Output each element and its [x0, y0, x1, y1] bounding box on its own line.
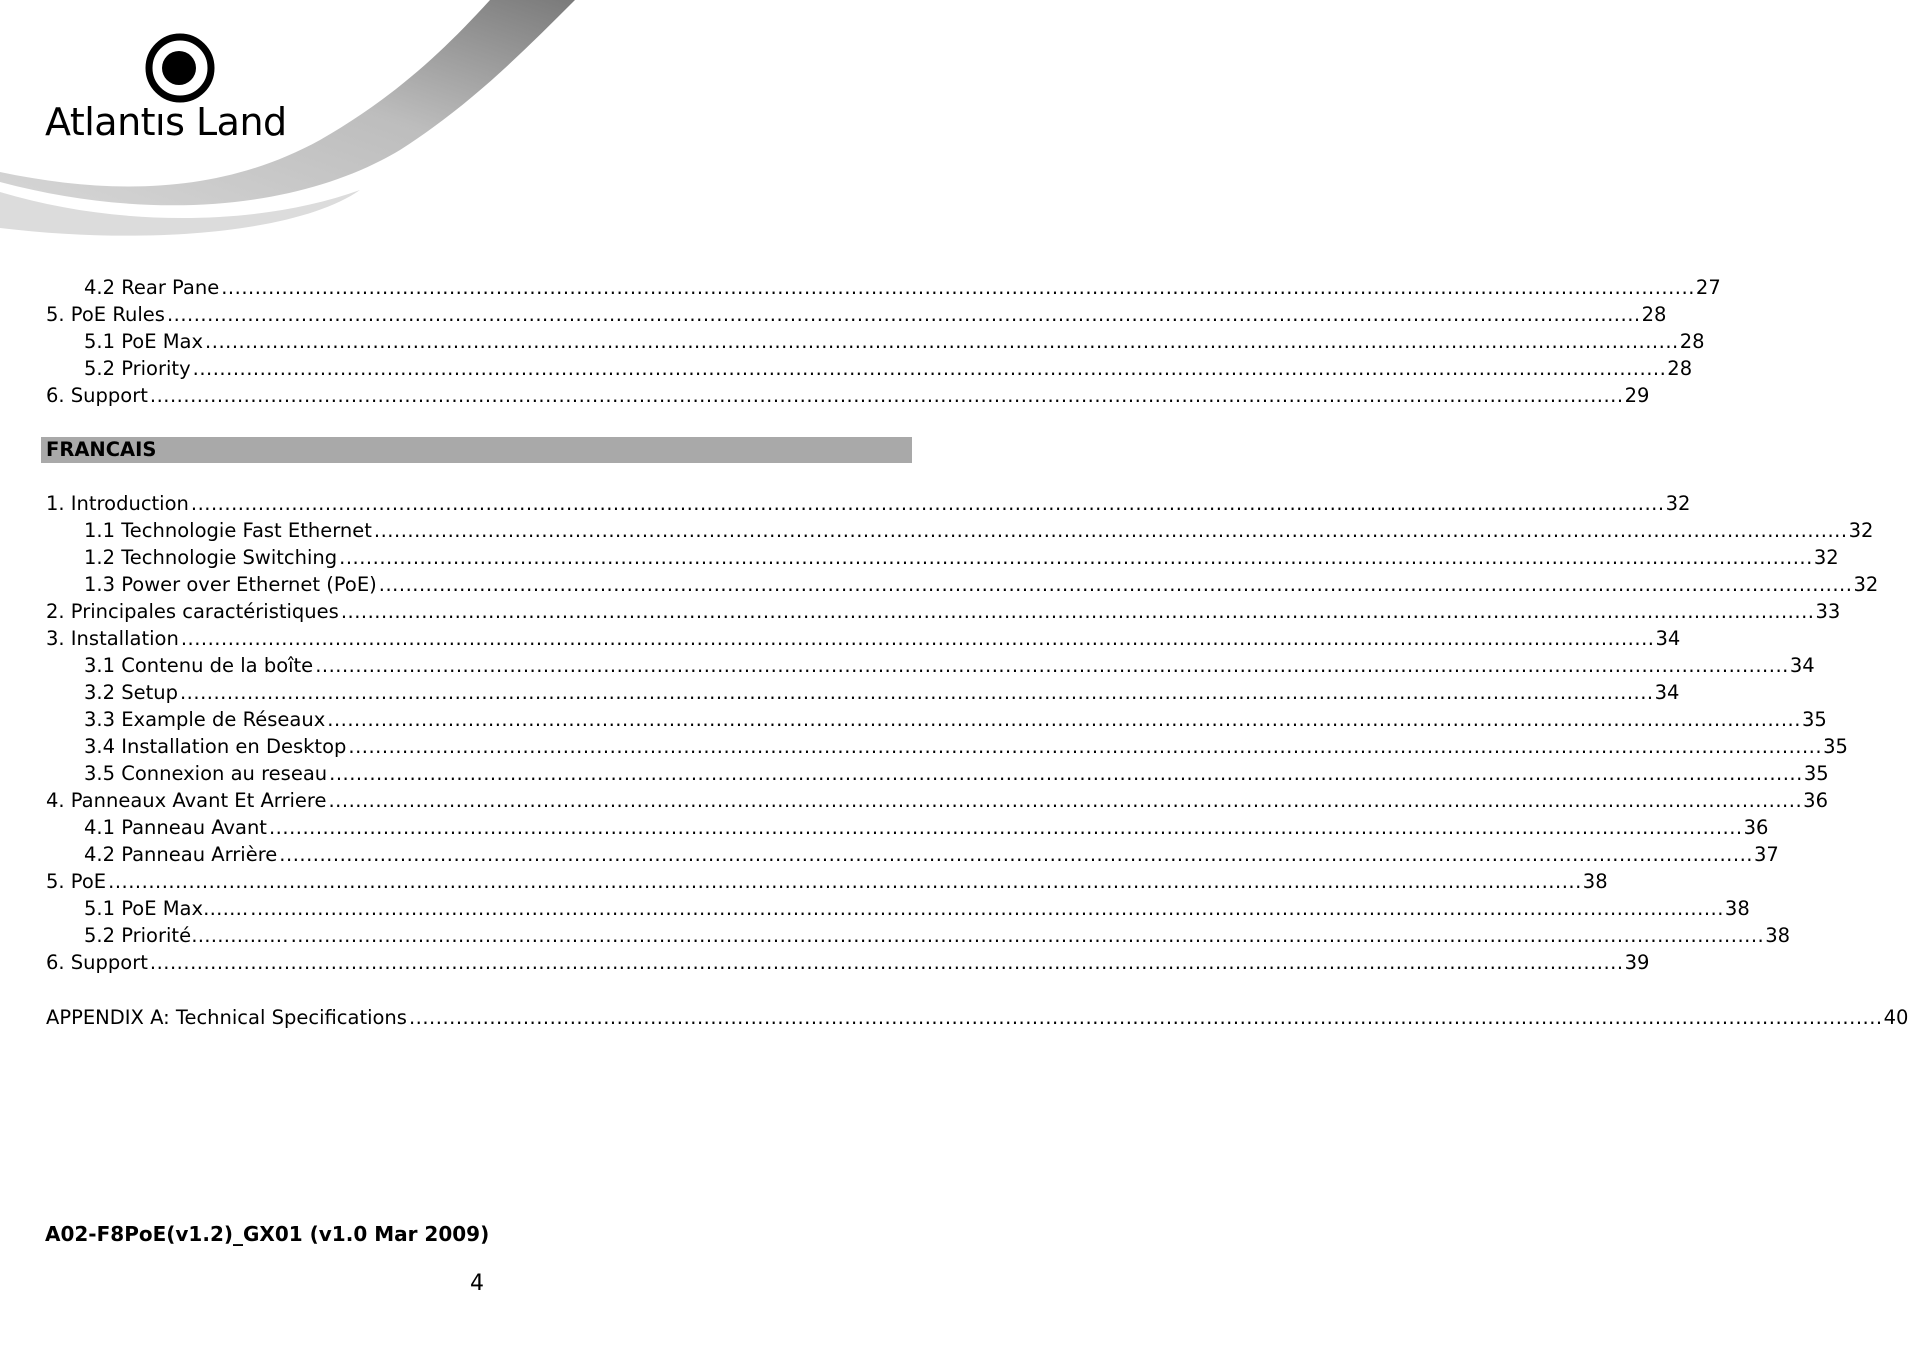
toc-entry-label: 5.1 PoE Max…….: [84, 897, 249, 920]
toc-leader-dots: ............................................................................................................................................................................................................................: [315, 654, 1789, 677]
toc-entry-label: 3.2 Setup: [84, 681, 178, 704]
section-heading-francais: [41, 437, 912, 463]
toc-leader-dots: ............................................................................................................................................................................................................................: [190, 492, 1665, 515]
toc-entry: [84, 356, 1693, 382]
toc-leader-dots: ............................................................................................................................................................................................................................: [108, 870, 1582, 893]
toc-entry-page: 32: [1665, 492, 1691, 515]
document-id: A02-F8PoE(v1.2)_GX01 (v1.0 Mar 2009): [45, 1222, 490, 1246]
toc-entry: [84, 815, 1769, 841]
toc-leader-dots: ............................................................................................................................................................................................................................: [205, 330, 1679, 353]
toc-entry-page: 36: [1743, 816, 1769, 839]
toc-entry: [84, 680, 1680, 706]
toc-leader-dots: ............................................................................................................................................................................................................................: [328, 789, 1803, 812]
toc-entry-page: 39: [1624, 951, 1650, 974]
toc-entry: [84, 545, 1839, 571]
toc-entry-label: 3.5 Connexion au reseau: [84, 762, 328, 785]
toc-leader-dots: ............................................................................................................................................................................................................................: [329, 762, 1803, 785]
toc-entry-label: 6. Support: [46, 384, 148, 407]
toc-entry-page: 34: [1655, 627, 1681, 650]
toc-entry-label: 4.2 Rear Pane: [84, 276, 220, 299]
toc-entry: [84, 761, 1829, 787]
toc-entry-page: 32: [1813, 546, 1839, 569]
toc-entry: [46, 788, 1828, 814]
toc-entry: [46, 950, 1650, 976]
toc-entry-label: 5. PoE Rules: [46, 303, 165, 326]
toc-leader-dots: ............................................................................................................................................................................................................................: [378, 573, 1853, 596]
toc-entry: [84, 518, 1874, 544]
toc-entry: [46, 491, 1691, 517]
toc-entry-page: 37: [1753, 843, 1779, 866]
toc-entry-page: 40: [1883, 1006, 1908, 1029]
toc-entry: [46, 626, 1681, 652]
toc-entry-page: 32: [1853, 573, 1879, 596]
toc-entry-page: 35: [1803, 762, 1829, 785]
toc-leader-dots: ............................................................................................................................................................................................................................: [408, 1006, 1883, 1029]
toc-entry: [46, 869, 1608, 895]
toc-entry-label: APPENDIX A: Technical Specifications: [46, 1006, 407, 1029]
toc-entry-label: 4.1 Panneau Avant: [84, 816, 267, 839]
toc-entry-label: 1.2 Technologie Switching: [84, 546, 338, 569]
toc-leader-dots: ............................................................................................................................................................................................................................: [348, 735, 1823, 758]
toc-entry-page: 35: [1801, 708, 1827, 731]
toc-entry-label: 4.2 Panneau Arrière: [84, 843, 278, 866]
toc-entry: [84, 734, 1848, 760]
toc-entry: [46, 383, 1650, 409]
toc-entry: [84, 923, 1791, 949]
toc-entry: [84, 842, 1779, 868]
toc-entry-page: 29: [1624, 384, 1650, 407]
toc-entry-page: 33: [1815, 600, 1841, 623]
toc-leader-dots: ............................................................................................................................................................................................................................: [327, 708, 1801, 731]
brand-logo-icon: [145, 33, 215, 103]
toc-entry: [84, 653, 1815, 679]
toc-leader-dots: ............................................................................................................................................................................................................................: [179, 681, 1654, 704]
brand-name: Atlantıs Land: [45, 100, 287, 144]
toc-entry-page: 38: [1582, 870, 1608, 893]
toc-entry-page: 35: [1823, 735, 1848, 758]
toc-entry: [84, 572, 1879, 598]
toc-entry-label: 4. Panneaux Avant Et Arriere: [46, 789, 327, 812]
toc-entry-page: 38: [1724, 897, 1750, 920]
toc-entry-label: 5.1 PoE Max: [84, 330, 204, 353]
toc-entry-label: 3.1 Contenu de la boîte: [84, 654, 314, 677]
toc-entry: [84, 707, 1827, 733]
toc-leader-dots: ............................................................................................................................................................................................................................: [149, 384, 1624, 407]
toc-entry-label: 1. Introduction: [46, 492, 189, 515]
toc-entry-label: 3.4 Installation en Desktop: [84, 735, 347, 758]
toc-entry: [84, 329, 1705, 355]
toc-entry-page: 28: [1641, 303, 1667, 326]
toc-entry-label: 1.3 Power over Ethernet (PoE): [84, 573, 377, 596]
toc-entry-label: 5. PoE: [46, 870, 107, 893]
toc-leader-dots: ............................................................................................................................................................................................................................: [340, 600, 1815, 623]
section-title: FRANCAIS: [46, 438, 157, 461]
toc-entry: [84, 275, 1721, 301]
toc-entry: [46, 1005, 1908, 1031]
toc-entry-page: 34: [1654, 681, 1680, 704]
toc-entry-label: 5.2 Priority: [84, 357, 191, 380]
toc-leader-dots: ............................................................................................................................................................................................................................: [279, 843, 1753, 866]
toc-entry-page: 36: [1803, 789, 1828, 812]
toc-entry-label: 6. Support: [46, 951, 148, 974]
toc-entry-page: 38: [1765, 924, 1791, 947]
toc-entry: [84, 896, 1750, 922]
toc-leader-dots: ............................................................................................................................................................................................................................: [290, 924, 1765, 947]
toc-entry-label: 2. Principales caractéristiques: [46, 600, 339, 623]
toc-leader-dots: ............................................................................................................................................................................................................................: [339, 546, 1813, 569]
toc-leader-dots: ............................................................................................................................................................................................................................: [180, 627, 1655, 650]
toc-entry: [46, 599, 1841, 625]
toc-entry-label: 3.3 Example de Réseaux: [84, 708, 326, 731]
toc-leader-dots: ............................................................................................................................................................................................................................: [250, 897, 1724, 920]
toc-entry-page: 28: [1679, 330, 1705, 353]
toc-entry-label: 5.2 Priorité……………: [84, 924, 289, 947]
toc-leader-dots: ............................................................................................................................................................................................................................: [192, 357, 1667, 380]
toc-entry-page: 27: [1695, 276, 1721, 299]
toc-entry-page: 34: [1789, 654, 1815, 677]
toc-entry-label: 1.1 Technologie Fast Ethernet: [84, 519, 372, 542]
toc-entry-label: 3. Installation: [46, 627, 179, 650]
toc-entry-page: 32: [1848, 519, 1874, 542]
toc-leader-dots: ............................................................................................................................................................................................................................: [149, 951, 1624, 974]
toc-leader-dots: ............................................................................................................................................................................................................................: [268, 816, 1743, 839]
toc-leader-dots: ............................................................................................................................................................................................................................: [166, 303, 1641, 326]
toc-entry-page: 28: [1667, 357, 1693, 380]
page-number: 4: [470, 1271, 484, 1296]
toc-leader-dots: ............................................................................................................................................................................................................................: [373, 519, 1848, 542]
toc-entry: [46, 302, 1667, 328]
toc-leader-dots: ............................................................................................................................................................................................................................: [221, 276, 1695, 299]
